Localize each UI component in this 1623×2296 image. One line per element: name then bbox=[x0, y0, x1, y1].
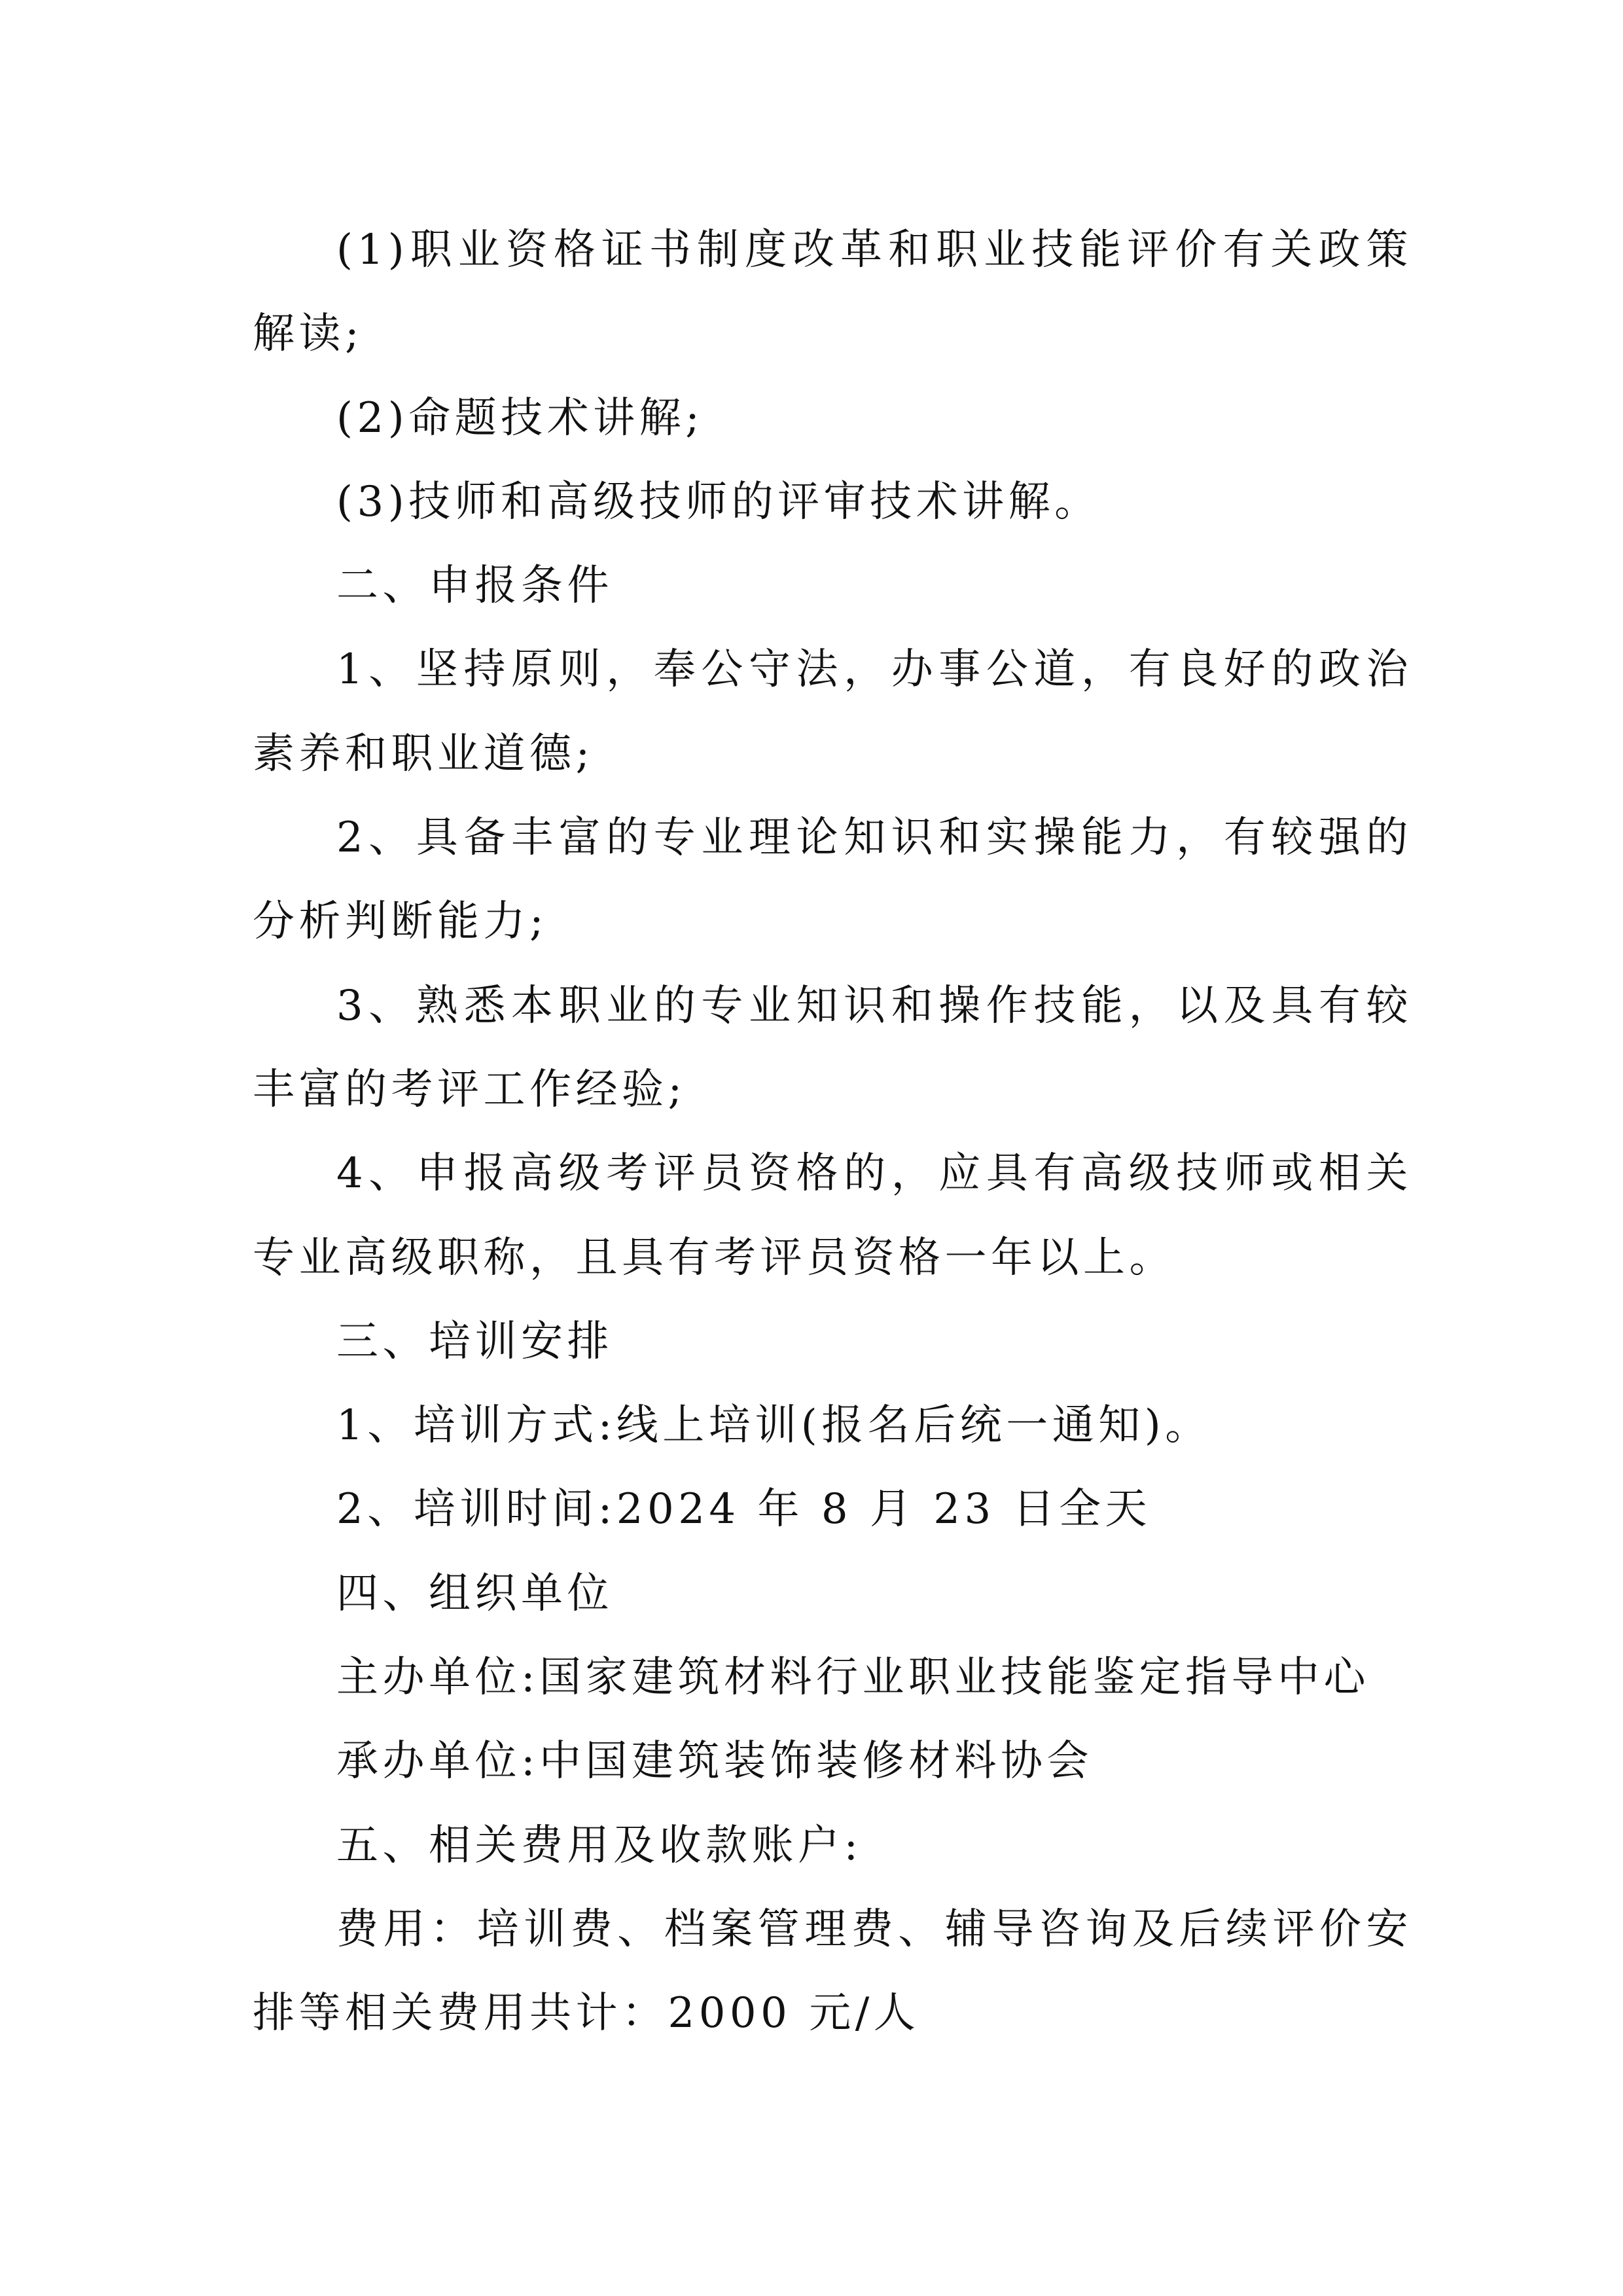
section-heading-training: 三、培训安排 bbox=[336, 1317, 613, 1366]
co-organizer: 承办单位:中国建筑装饰装修材料协会 bbox=[336, 1737, 1094, 1786]
requirement-item-1: 1、坚持原则，奉公守法，办事公道，有良好的政治素养和职业道德; bbox=[253, 645, 1412, 778]
host-organizer: 主办单位:国家建筑材料行业职业技能鉴定指导中心 bbox=[336, 1653, 1370, 1702]
requirement-item-3: 3、熟悉本职业的专业知识和操作技能，以及具有较丰富的考评工作经验; bbox=[253, 981, 1412, 1114]
fee-description: 费用：培训费、档案管理费、辅导咨询及后续评价安排等相关费用共计：2000 元/人 bbox=[253, 1905, 1412, 2038]
requirement-item-2: 2、具备丰富的专业理论知识和实操能力，有较强的分析判断能力; bbox=[253, 814, 1412, 946]
training-time: 2、培训时间:2024 年 8 月 23 日全天 bbox=[336, 1485, 1152, 1534]
requirement-item-4: 4、申报高级考评员资格的，应具有高级技师或相关专业高级职称，且具有考评员资格一年以上。 bbox=[253, 1149, 1412, 1282]
document-body bbox=[253, 208, 1412, 2056]
policy-item-2: (2)命题技术讲解; bbox=[336, 393, 704, 442]
section-heading-organizers: 四、组织单位 bbox=[336, 1569, 613, 1618]
policy-item-3: (3)技师和高级技师的评审技术讲解。 bbox=[336, 477, 1101, 526]
training-method: 1、培训方式:线上培训(报名后统一通知)。 bbox=[336, 1401, 1211, 1450]
section-heading-fees: 五、相关费用及收款账户: bbox=[336, 1821, 863, 1870]
section-heading-requirements: 二、申报条件 bbox=[336, 562, 613, 611]
policy-item-1: (1)职业资格证书制度改革和职业技能评价有关政策解读; bbox=[253, 226, 1412, 359]
